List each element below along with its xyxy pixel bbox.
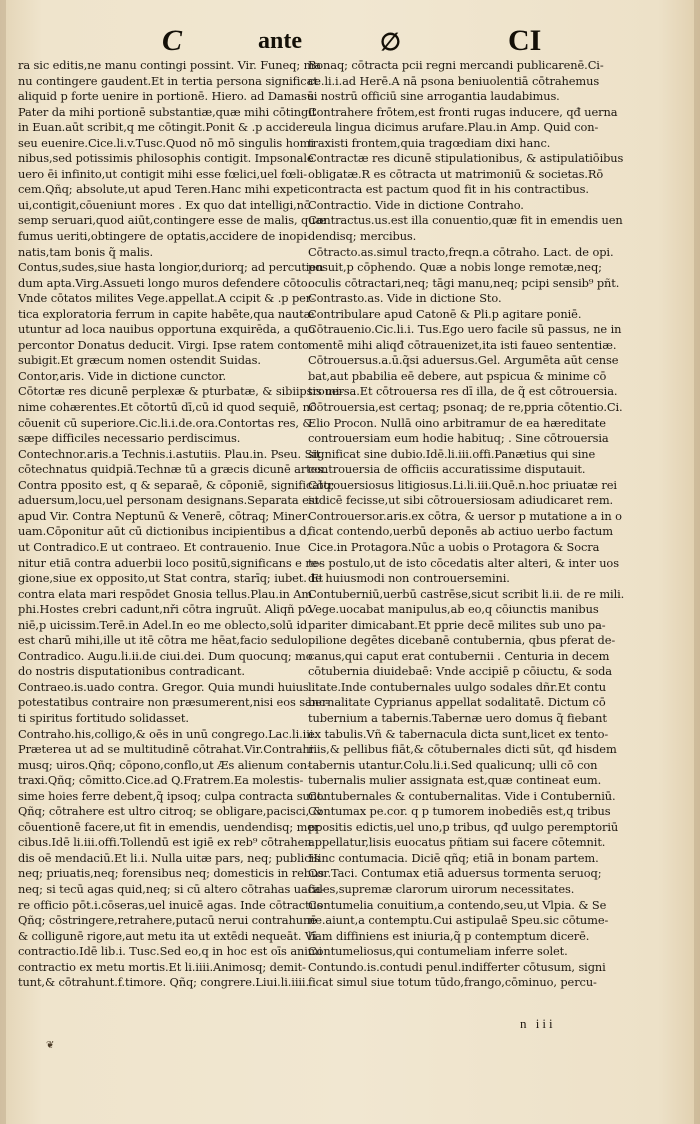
text-line: Contradico. Augu.li.ii.de ciui.dei. Dum quocunq; mo xyxy=(18,648,313,663)
text-line: Contuberniū,uerbū castrēse,sicut scribit li.ii. de re mili. xyxy=(308,586,625,601)
text-line: ti spiritus fortitudo solidasset. xyxy=(18,710,189,725)
text-line: bat,aut pbabilia eē debere, aut pspicua & minime cō xyxy=(308,368,607,383)
text-line: trouersa.Et cōtrouersa res dī illa, de q̃ est cōtrouersia. xyxy=(308,384,618,399)
text-line: apud Vir. Contra Neptunū & Venerē, cōtraq; Miner- xyxy=(18,508,311,523)
text-line: phi.Hostes crebri cadunt,nři cōtra ingruūt. Aliqñ po xyxy=(18,602,312,617)
text-line: cem.Qñq; absolute,ut apud Teren.Hanc mihi expeti xyxy=(18,182,308,197)
text-line: appellatur,lisis euocatus pñtiam sui facere cōtemnit. xyxy=(308,835,606,850)
text-line: aliquid p forte uenire in portionē. Hiero. ad Damasū xyxy=(18,89,314,104)
text-line: sime hoies ferre debent,q̃ ipsoq; culpa contracta sunt. xyxy=(18,788,325,803)
text-line: pilione degētes dicebanē contubernia, qbus pferat de- xyxy=(308,633,616,648)
text-line: Contrasto.as. Vide in dictione Sto. xyxy=(308,291,502,306)
text-line: contracta est pactum quod fit in his contractibus. xyxy=(308,182,589,197)
text-line: mentē mihi aliqđ cōtrauenizet,ita isti faueo sententiæ. xyxy=(308,337,617,352)
header-symbol: ∅ xyxy=(380,30,401,56)
text-line: gione,siue ex opposito,ut Stat contra, starīq; iubet. Et xyxy=(18,571,324,586)
text-line: Cōtracto.as.simul tracto,freqn.a cōtraho. Lact. de opi. xyxy=(308,244,614,259)
text-line: Contractæ res dicunē stipulationibus, & astipulatiōibus xyxy=(308,151,624,166)
text-line: Cōtrouersus.a.ū.q̃si aduersus.Gel. Argumēta aūt cense xyxy=(308,353,619,368)
text-line: traxisti frontem,quia tragœdiam dixi hanc. xyxy=(308,135,551,150)
text-line: tes postulo,ut de isto cōcedatis alter alteri, & inter uos xyxy=(308,555,619,570)
text-line: significat sine dubio.Idē.li.iii.offi.Panætius qui sine xyxy=(308,446,596,461)
text-line: cibus.Idē li.iii.offi.Tollendū est igiē ex reb⁹ cōtrahen xyxy=(18,835,312,850)
text-line: cula lingua dicimus arufare.Plau.in Amp. Quid con- xyxy=(308,120,599,135)
text-line: sæpe difficiles necessario perdiscimus. xyxy=(18,431,241,446)
signature-mark: n iii xyxy=(520,1016,556,1031)
text-line: ce.li.i.ad Herē.A nā psona beniuolentiā cōtrahemus xyxy=(308,73,600,88)
folio-number: CI xyxy=(508,24,542,57)
text-line: Controuersor.aris.ex cōtra, & uersor p mutatione a in o xyxy=(308,508,622,523)
text-line: cōtubernia diuidebaē: Vnde accipiē p cōiuctu, & soda xyxy=(308,664,612,679)
text-line: posuit,p cōphendo. Quæ a nobis longe remotæ,neq; xyxy=(308,260,602,275)
text-line: traxi.Qñq; cōmitto.Cice.ad Q.Fratrem.Ea molestis- xyxy=(18,773,304,788)
text-line: nu contingere gaudent.Et in tertia persona significat xyxy=(18,73,318,88)
text-line: Contribulare apud Catonē & Pli.p agitare poniē. xyxy=(308,306,582,321)
page-edge-shadow xyxy=(0,0,6,1124)
text-line: dis oē mendaciū.Et li.i. Nulla uitæ pars, neq; publicis xyxy=(18,850,320,865)
text-line: contractio ex metu mortis.Et li.iiii.Animosq; demit- xyxy=(18,959,306,974)
text-line: ppositis edictis,uel uno,p tribus, qđ uulgo peremptoriū xyxy=(308,819,619,834)
text-line: est charū mihi,ille ut itē cōtra me hēat,facio sedulo. xyxy=(18,633,312,648)
text-line: cōtechnatus quidpiā.Technæ tū a græcis dicunē artes. xyxy=(18,462,327,477)
text-line: percontor Donatus deducit. Virgi. Ipse ratem conto xyxy=(18,337,309,352)
text-line: Bonaq; cōtracta pcii regni mercandi publicarenē.Ci- xyxy=(308,58,604,72)
text-line: Contumeliosus,qui contumeliam inferre solet. xyxy=(308,944,568,959)
text-line: fides,supremæ clarorum uirorum necessitates. xyxy=(308,881,575,896)
text-line: ne.aiunt,a contemptu.Cui astipulaē Speu.sic cōtume- xyxy=(308,913,609,928)
text-line: ui,contigit,cōueniunt mores . Ex quo dat intelligi,nō xyxy=(18,197,311,212)
text-line: riis,& pellibus fiāt,& cōtubernales dicti sūt, qđ hisdem xyxy=(308,742,617,757)
text-line: subigit.Et græcum nomen ostendit Suidas. xyxy=(18,353,261,368)
text-line: ficat simul siue totum tūdo,frango,cōminuo, percu- xyxy=(308,975,597,990)
text-line: nitur etiā contra aduerbii loco positū,significans e re- xyxy=(18,555,322,570)
text-line: Contechnor.aris.a Technis.i.astutiis. Plau.in. Pseu. Sit xyxy=(18,446,321,461)
text-line: Cōtrouersia,est certaq; psonaq; de re,ppria cōtentio.Ci. xyxy=(308,400,623,415)
text-line: Contumax pe.cor. q p tumorem inobediēs est,q tribus xyxy=(308,804,611,819)
text-line: Qñq; cōstringere,retrahere,putacū nerui contrahunē xyxy=(18,913,317,928)
text-line: cōuenit cū superiore.Cic.li.i.de.ora.Contortas res, & xyxy=(18,415,313,430)
text-line: uero ēi infinito,ut contigit mihi esse fœlici,uel fœli- xyxy=(18,166,308,181)
text-line: Elio Procon. Nullā oino arbitramur de ea hæreditate xyxy=(308,415,606,430)
text-line: Contumelia conuitium,a contendo,seu,ut Vlpia. & Se xyxy=(308,897,607,912)
text-line: Hinc contumacia. Diciē qñq; etiā in bonam partem. xyxy=(308,850,599,865)
text-line: Contraeo.is.uado contra. Gregor. Quia mundi huius xyxy=(18,679,309,694)
text-line: aduersum,locu,uel personam designans.Separata est xyxy=(18,493,319,508)
text-line: Cōtortæ res dicunē perplexæ & pturbatæ, & sibiipsis mi- xyxy=(18,384,344,399)
text-line: natis,tam bonis q̃ malis. xyxy=(18,244,154,259)
text-line: ut Contradico.E ut contraeo. Et contrauenio. Inue xyxy=(18,539,301,554)
text-line: controuersiam eum hodie habituq; . Sine cōtrouersia xyxy=(308,431,609,446)
text-line: & colligunē rigore,aut metu ita ut extēdi nequeāt. Vī xyxy=(18,928,317,943)
text-line: de huiusmodi non controuersemini. xyxy=(308,571,510,586)
text-line: Contor,aris. Vide in dictione cunctor. xyxy=(18,368,227,383)
text-line: liam diffiniens est iniuria,q̃ p contemptum dicerē. xyxy=(308,928,590,943)
text-line: re officio pōt.i.cōseras,uel inuicē agas. Inde cōtractus xyxy=(18,897,323,912)
page-edge-shadow xyxy=(694,0,700,1124)
text-line: musq; uiros.Qñq; cōpono,conflo,ut Æs alienum con- xyxy=(18,757,311,772)
text-line: Contractio. Vide in dictione Contraho. xyxy=(308,197,524,212)
text-line: obligatæ.R es cōtracta ut matrimoniū & societas.Rō xyxy=(308,166,604,181)
text-line: cōuentionē facere,ut fit in emendis, uendendisq; mer xyxy=(18,819,320,834)
text-line: Vege.uocabat manipulus,ab eo,q cōiunctis manibus xyxy=(308,602,599,617)
text-line: ex tabulis.Vñ & tabernacula dicta sunt,licet ex tento- xyxy=(308,726,609,741)
text-line: in Euan.aūt scribit,q me cōtingit.Ponit & .p accidere xyxy=(18,120,315,135)
text-line: tabernis utantur.Colu.li.i.Sed qualicunq; ulli cō con xyxy=(308,757,598,772)
text-line: litate.Inde contubernales uulgo sodales dñr.Et contu xyxy=(308,679,606,694)
text-line: Contus,sudes,siue hasta longior,duriorq; ad percutien xyxy=(18,260,324,275)
text-line: Contra pposito est, q & separaē, & cōponiē, significatq; xyxy=(18,477,335,492)
text-line: Contundo.is.contudi penul.indifferter cōtusum, signi xyxy=(308,959,606,974)
text-line: canus,qui caput erat contubernii . Centuria in decem xyxy=(308,648,610,663)
text-line: neq; si tecū agas quid,neq; si cū altero cōtrahas uaca- xyxy=(18,881,325,896)
text-line: potestatibus contraire non præsumerent,nisi eos sanc- xyxy=(18,695,329,710)
text-line: controuersia de officiis accuratissime disputauit. xyxy=(308,462,586,477)
text-line: iudicē fecisse,ut sibi cōtrouersiosam adiudicaret rem. xyxy=(308,493,614,508)
left-text-column xyxy=(18,58,344,991)
text-line: semp seruari,quod aiūt,contingere esse de malis, quæ xyxy=(18,213,327,228)
text-line: si nostrū officiū sine arrogantia laudabimus. xyxy=(308,89,560,104)
header-letter: C xyxy=(162,24,183,57)
text-line: Præterea ut ad se multitudinē cōtrahat.Vir.Contrahi xyxy=(18,742,314,757)
text-line: uam.Cōponitur aūt cū dictionibus incipientibus a d, xyxy=(18,524,310,539)
header-word: ante xyxy=(258,28,302,54)
text-line: dum apta.Virg.Assueti longo muros defendere cōto. xyxy=(18,275,311,290)
right-text-column xyxy=(308,58,625,991)
text-line: Contrahere frōtem,est fronti rugas inducere, qđ uerna xyxy=(308,104,618,119)
text-line: pariter dimicabant.Et pprie decē milites sub uno pa- xyxy=(308,617,606,632)
text-line: Vnde cōtatos milites Vege.appellat.A ccipit & .p per- xyxy=(18,291,315,306)
text-line: seu euenire.Cice.li.v.Tusc.Quod nō mō singulis homi xyxy=(18,135,314,150)
text-line: ficat contendo,uerbū deponēs ab actiuo uerbo factum xyxy=(308,524,613,539)
text-line: Contractus.us.est illa conuentio,quæ fit in emendis uen xyxy=(308,213,623,228)
text-line: tica exploratoria ferrum in capite habēte,qua nautæ xyxy=(18,306,315,321)
text-line: nime cohærentes.Et cōtortū dī,cū id quod sequiē, nō xyxy=(18,400,317,415)
text-line: niē,p uicissim.Terē.in Adel.In eo me oblecto,solū id xyxy=(18,617,308,632)
text-line: utuntur ad loca nauibus opportuna exquirēda, a quo xyxy=(18,322,316,337)
text-line: Qñq; cōtrahere est ultro citroq; se obligare,pacisci, & xyxy=(18,804,323,819)
text-line: tunt,& cōtrahunt.f.timore. Qñq; congrere.Liui.li.iiii. xyxy=(18,975,309,990)
text-line: tubernium a tabernis.Tabernæ uero domus q̃ fiebant xyxy=(308,710,607,725)
text-line: tubernalis mulier assignata est,quæ contineat eum. xyxy=(308,773,602,788)
text-line: bernalitate Cyprianus appellat sodalitatē. Dictum cō xyxy=(308,695,606,710)
text-line: neq; priuatis,neq; forensibus neq; domesticis in rebus xyxy=(18,866,324,881)
text-line: Cor.Taci. Contumax etiā aduersus tormenta seruoq; xyxy=(308,866,602,881)
text-line: nibus,sed potissimis philosophis contigit. Impsonale xyxy=(18,151,314,166)
text-line: Pater da mihi portionē substantiæ,quæ mihi cōtingit xyxy=(18,104,317,119)
text-line: Contubernales & contubernalitas. Vide i Contuberniū. xyxy=(308,788,616,803)
text-line: dendisq; mercibus. xyxy=(308,229,417,244)
text-line: Cice.in Protagora.Nūc a uobis o Protagora & Socra xyxy=(308,539,600,554)
text-line: Contraho.his,colligo,& oēs in unū congrego.Lac.li.iii. xyxy=(18,726,317,741)
ink-mark-icon: ❦ xyxy=(46,1040,55,1051)
text-line: Cōtrauenio.Cic.li.i. Tus.Ego uero facile sū passus, ne in xyxy=(308,322,622,337)
text-line: do nostris disputationibus contradicant. xyxy=(18,664,245,679)
text-line: ra sic editis,ne manu contingi possint. Vir. Funeq; ma xyxy=(18,58,321,72)
text-line: fumus ueriti,obtingere de optatis,accidere de inopi- xyxy=(18,229,311,244)
text-line: Cōtrouersiosus litigiosus.Li.li.iii.Quē.n.hoc priuatæ rei xyxy=(308,477,617,492)
text-line: contractio.Idē lib.i. Tusc.Sed eo,q in hoc est oīs animi xyxy=(18,944,323,959)
text-line: oculis cōtractari,neq; tāgi manu,neq; pcipi sensib⁹ pñt. xyxy=(308,275,620,290)
text-line: contra elata mari respōdet Gnosia tellus.Plau.in Am xyxy=(18,586,313,601)
